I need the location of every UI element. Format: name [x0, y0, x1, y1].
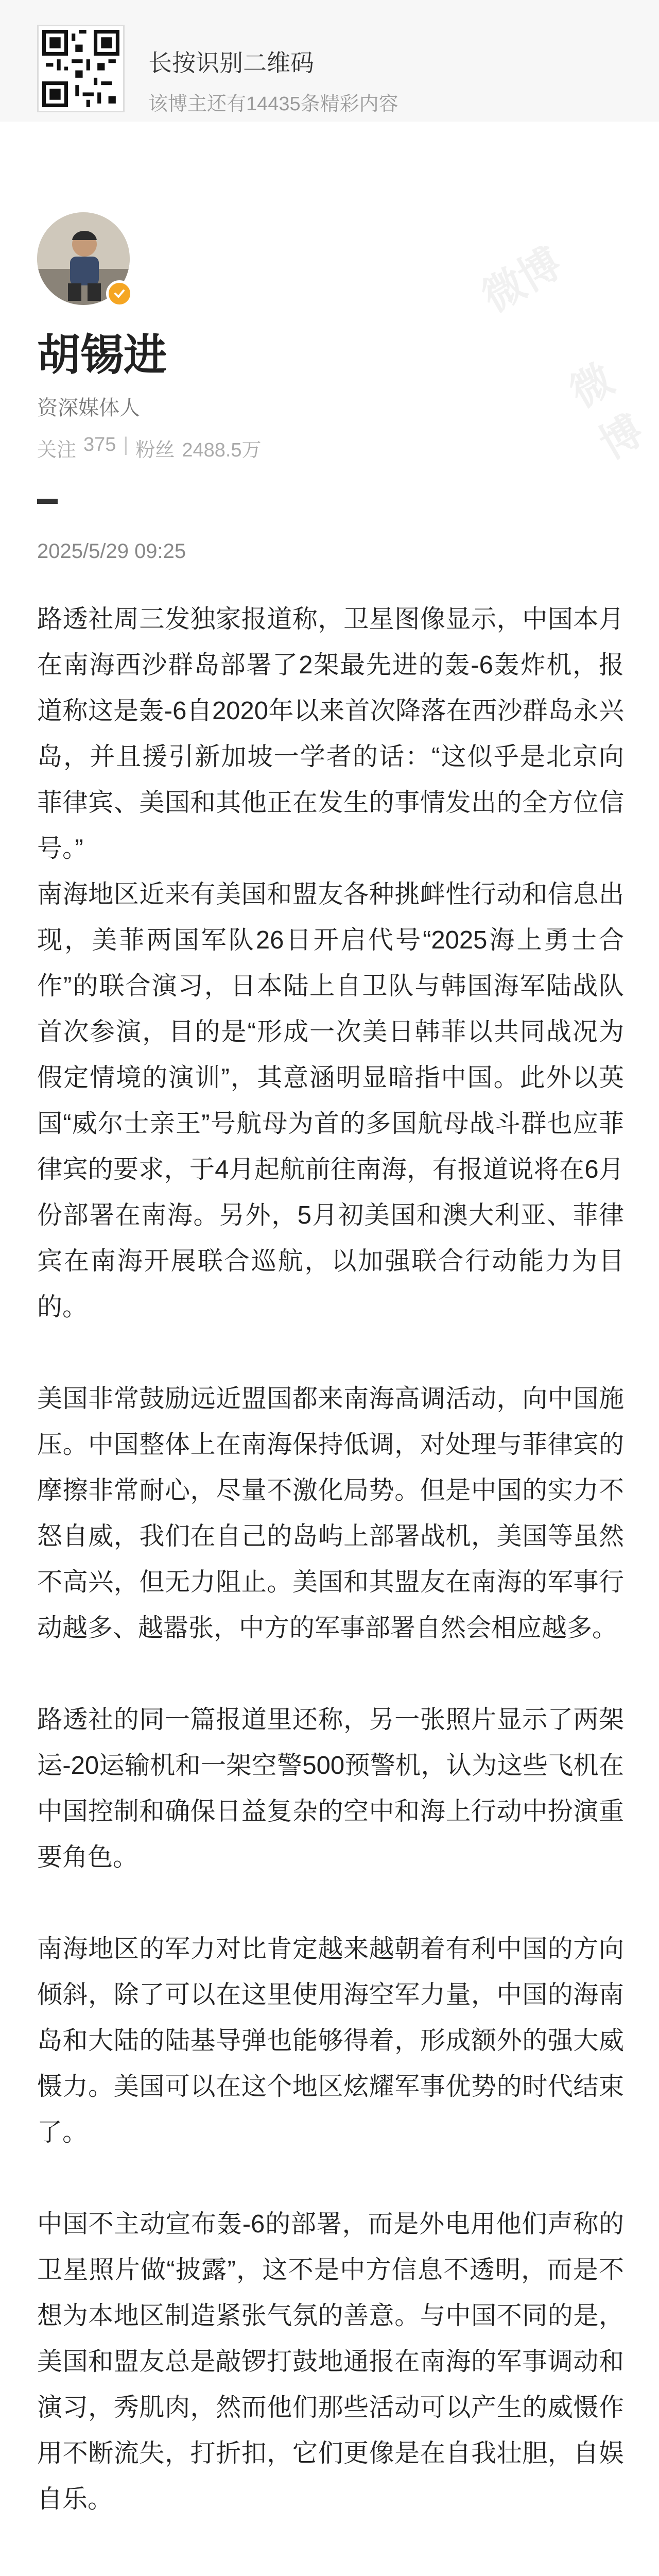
paragraph: 中国不主动宣布轰-6的部署，而是外电用他们声称的卫星照片做“披露”，这不是中方信息不透明，而是不想为本地区制造紧张气氛的善意。与中国不同的是，美国和盟友总是敲锣打鼓地通报在南海的军事调动和演习，秀肌肉，然而他们那些活动可以产生的威慑作用不断流失，打折扣，它们更像是在自我壮胆，自娱自乐。: [37, 2210, 624, 2513]
banner-subtitle: 该博主还有14435条精彩内容: [148, 93, 398, 115]
followers-label: 粉丝: [135, 439, 175, 461]
watermark: 微博: [562, 355, 651, 467]
post-body: [37, 597, 624, 2522]
following-count: 375: [83, 434, 116, 455]
author-title: 资深媒体人: [37, 397, 140, 419]
stats-divider: |: [123, 434, 129, 455]
verified-badge-icon: [106, 280, 133, 307]
top-banner: [0, 0, 659, 122]
paragraph: 路透社的同一篇报道里还称，另一张照片显示了两架运-20运输机和一架空警500预警机，认为这些飞机在中国控制和确保日益复杂的空中和海上行动中扮演重要角色。: [37, 1706, 624, 1871]
following-label: 关注: [37, 439, 77, 461]
watermark: 微博: [474, 240, 569, 321]
author-name[interactable]: 胡锡进: [37, 331, 167, 379]
paragraph: 路透社周三发独家报道称，卫星图像显示，中国本月在南海西沙群岛部署了2架最先进的轰-6轰炸机，报道称这是轰-6自2020年以来首次降落在西沙群岛永兴岛，并且援引新加坡一学者的话：“这似乎是北京向菲律宾、美国和其他正在发生的事情发出的全方位信号。”: [37, 605, 624, 862]
paragraph: 南海地区近来有美国和盟友各种挑衅性行动和信息出现，美菲两国军队26日开启代号“2025海上勇士合作”的联合演习，日本陆上自卫队与韩国海军陆战队首次参演，目的是“形成一次美日韩菲以共同战况为假定情境的演训”，其意涵明显暗指中国。此外以英国“威尔士亲王”号航母为首的多国航母战斗群也应菲律宾的要求，于4月起航前往南海，有报道说将在6月份部署在南海。另外，5月初美国和澳大利亚、菲律宾在南海开展联合巡航，以加强联合行动能力为目的。: [37, 880, 624, 1321]
followers-count: 2488.5万: [182, 439, 262, 461]
banner-title: 长按识别二维码: [148, 49, 314, 76]
qr-code-icon: [42, 30, 119, 107]
paragraph: 南海地区的军力对比肯定越来越朝着有利中国的方向倾斜，除了可以在这里使用海空军力量，中国的海南岛和大陆的陆基导弹也能够得着，形成额外的强大威慑力。美国可以在这个地区炫耀军事优势的时代结束了。: [37, 1935, 624, 2146]
divider-dash: [37, 499, 58, 504]
paragraph: 美国非常鼓励远近盟国都来南海高调活动，向中国施压。中国整体上在南海保持低调，对处理与菲律宾的摩擦非常耐心，尽量不激化局势。但是中国的实力不怒自威，我们在自己的岛屿上部署战机，美国等虽然不高兴，但无力阻止。美国和其盟友在南海的军事行动越多、越嚣张，中方的军事部署自然会相应越多。: [37, 1385, 624, 1642]
qr-code-small[interactable]: [37, 25, 125, 112]
author-stats: [37, 434, 262, 462]
post-date: 2025/5/29 09:25: [37, 540, 186, 563]
